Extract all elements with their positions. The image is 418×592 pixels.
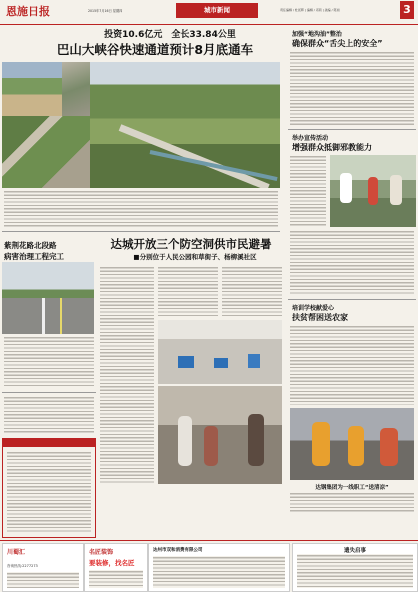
ad-left — [2, 543, 84, 592]
lead-photo-road-curve — [2, 116, 90, 188]
right-low-photo — [290, 408, 414, 480]
left-mid-headline-2: 病害治理工程完工 — [4, 252, 64, 261]
left-classified-box — [2, 438, 96, 538]
right-top-headline: 确保群众“舌尖上的安全” — [292, 39, 383, 48]
right-low-body — [290, 325, 414, 405]
issue-date: 2015年7月16日 星期四 — [88, 9, 123, 13]
newspaper-logo: 恩施日报 — [6, 5, 50, 18]
right-mid-body — [290, 155, 326, 227]
right-low-headline: 扶贫帮困送农家 — [292, 313, 348, 322]
right-top-body — [290, 51, 414, 126]
lost-notice — [292, 543, 418, 592]
right-low-kicker: 培训学校献爱心 — [292, 305, 335, 312]
ad-right — [148, 543, 290, 592]
right-top-kicker: 加强“地沟油”整治 — [292, 31, 342, 38]
right-mid-kicker: 举办宣传活动 — [292, 135, 329, 142]
right-mid-headline: 增强群众抵御邪教能力 — [292, 143, 372, 152]
left-mid-body — [4, 336, 94, 388]
ad-mid — [84, 543, 148, 592]
center-photo-people — [158, 386, 282, 484]
page-label: 城市新闻 — [176, 3, 258, 18]
editor-info: 责任编辑 / 杜延辉 | 编辑 / 邓莉 | 美编 / 陈旭 — [280, 8, 340, 12]
center-photo-tunnel — [158, 320, 282, 384]
center-subheadline: ■分别位于人民公园和草街子、杨柳溪社区 — [133, 253, 257, 261]
right-mid-photo — [330, 155, 416, 227]
lead-headline: 巴山大峡谷快速通道预计8月底通车 — [56, 42, 254, 57]
center-headline: 达城开放三个防空洞供市民避暑 — [110, 237, 272, 251]
ad-left-phone: 咨询热线:2277273 — [7, 564, 38, 568]
center-body-col-1 — [100, 266, 154, 484]
right-bottom-photo-title: 达钢集团为一线职工“送清凉” — [315, 485, 389, 491]
ad-mid-brand: 名匠装饰 — [89, 549, 114, 556]
left-mid-headline-1: 紫荆花路北段路 — [4, 241, 57, 250]
center-body-col-3 — [222, 266, 282, 318]
right-mid-body-2 — [290, 230, 414, 296]
right-bottom-body — [290, 492, 414, 512]
lead-photo-viaduct — [90, 62, 280, 188]
ad-left-brand: 川蜀汇 — [7, 549, 26, 556]
masthead — [0, 0, 418, 25]
lead-story-body — [4, 190, 278, 228]
center-body-col-2 — [158, 266, 218, 318]
ad-right-title: 达州市双和消费有限公司 — [153, 548, 203, 553]
lead-photo-village — [2, 62, 62, 116]
lead-kicker: 投资10.6亿元 全长33.84公里 — [104, 30, 236, 40]
page-number: 3 — [400, 1, 414, 19]
lead-photo-bridge-construction — [62, 62, 90, 116]
left-mid-photo-road — [2, 262, 94, 334]
left-notice-block — [4, 396, 94, 434]
ad-mid-slogan: 要装修，找名匠 — [89, 559, 135, 567]
lost-notice-title: 遗失启事 — [343, 548, 366, 554]
